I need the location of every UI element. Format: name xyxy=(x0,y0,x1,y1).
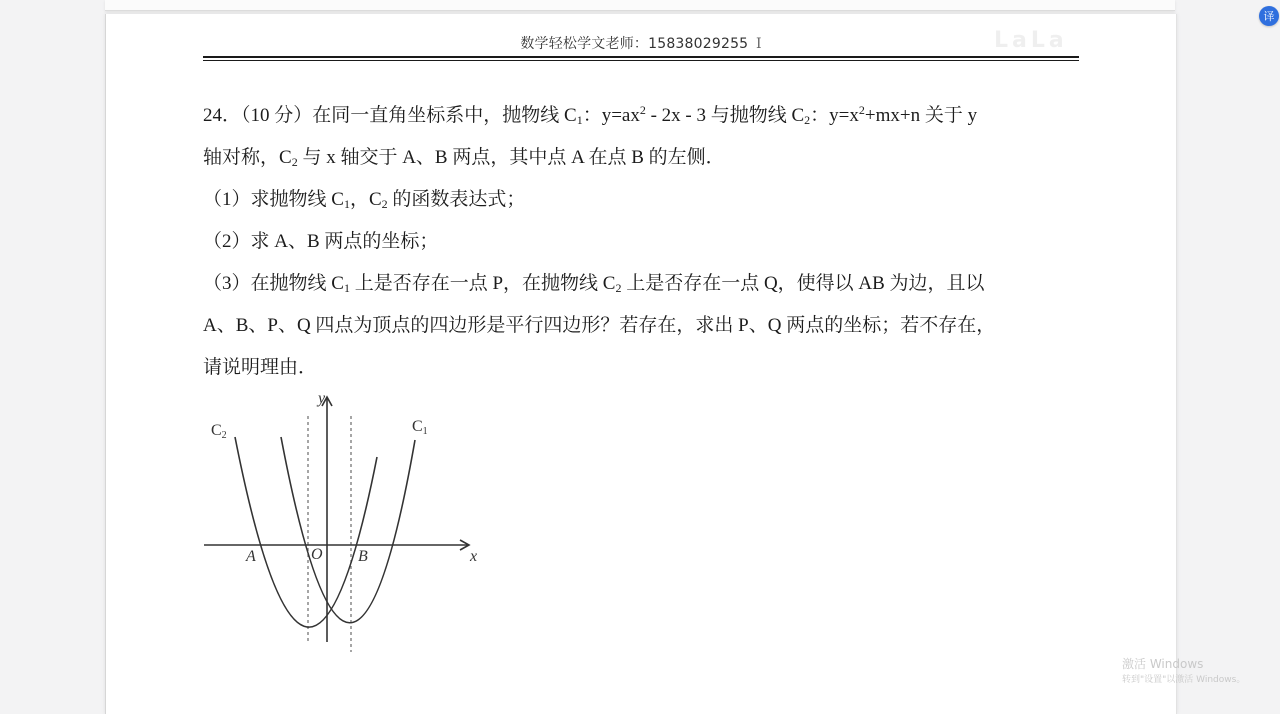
curve-c2 xyxy=(235,437,377,627)
origin-label: O xyxy=(311,546,323,563)
text: A、B、P、Q 四点为顶点的四边形是平行四边形？若存在，求出 P、Q 两点的坐标；若不存在， xyxy=(203,315,996,336)
header-title: 数学轻松学文老师：15838029255 xyxy=(520,36,749,52)
c2-label xyxy=(211,422,227,441)
text: 轴对称，C xyxy=(203,147,292,168)
header-rule-thin xyxy=(203,60,1079,61)
side-watermark xyxy=(1180,22,1260,62)
x-axis-label: x xyxy=(470,548,478,565)
activate-line-2: 转到"设置"以激活 Windows。 xyxy=(1122,675,1246,685)
text: 上是否存在一点 Q，使得以 AB 为边，且以 xyxy=(621,273,985,294)
question-part-3-line-1 xyxy=(203,272,985,296)
text: C xyxy=(211,422,222,439)
subscript: 1 xyxy=(343,281,350,295)
activate-windows-watermark xyxy=(1122,656,1245,688)
text: 请说明理由． xyxy=(203,357,318,378)
subscript: 1 xyxy=(576,113,583,127)
text: （1）求抛物线 C xyxy=(203,189,344,210)
text: 上是否存在一点 P，在抛物线 C xyxy=(349,273,616,294)
question-line-1 xyxy=(203,104,977,128)
subscript: 2 xyxy=(291,155,298,169)
y-axis-label: y xyxy=(318,390,326,407)
question-part-3-line-3 xyxy=(203,356,317,380)
point-b-label: B xyxy=(358,548,368,565)
subscript: 2 xyxy=(381,197,388,211)
text: （2）求 A、B 两点的坐标； xyxy=(203,231,439,252)
text: +mx+n 关于 y xyxy=(864,105,978,126)
text: ：y=ax xyxy=(582,105,640,126)
c1-label xyxy=(412,418,428,437)
superscript: 2 xyxy=(639,103,646,117)
text: 的函数表达式； xyxy=(387,189,526,210)
document-page xyxy=(105,14,1177,714)
header-rule xyxy=(203,56,1079,58)
subscript: 1 xyxy=(343,197,350,211)
translate-glyph: 译 xyxy=(1263,10,1275,23)
text: 24．（10 分）在同一直角坐标系中，抛物线 C xyxy=(203,105,577,126)
text: ，C xyxy=(349,189,382,210)
question-part-3-line-2 xyxy=(203,314,995,338)
question-part-1 xyxy=(203,188,525,212)
superscript: 2 xyxy=(858,103,865,117)
header-watermark: LaLa xyxy=(994,28,1068,53)
text: - 2x - 3 与抛物线 C xyxy=(645,105,805,126)
text: C xyxy=(412,418,423,435)
previous-page-edge xyxy=(105,0,1175,11)
subscript: 2 xyxy=(221,430,227,441)
question-line-2 xyxy=(203,146,725,170)
curve-c1 xyxy=(281,437,415,623)
activate-line-1: 激活 Windows xyxy=(1122,657,1204,671)
text-cursor: I xyxy=(755,36,762,52)
parabola-graph xyxy=(198,390,488,680)
text: 与 x 轴交于 A、B 两点，其中点 A 在点 B 的左侧． xyxy=(297,147,725,168)
question-part-2 xyxy=(203,230,438,254)
parabola-figure xyxy=(198,390,488,680)
subscript: 1 xyxy=(422,426,428,437)
text: ：y=x xyxy=(810,105,859,126)
text: （3）在抛物线 C xyxy=(203,273,344,294)
translate-icon[interactable] xyxy=(1259,6,1279,26)
point-a-label: A xyxy=(246,548,256,565)
subscript: 2 xyxy=(804,113,811,127)
subscript: 2 xyxy=(615,281,622,295)
